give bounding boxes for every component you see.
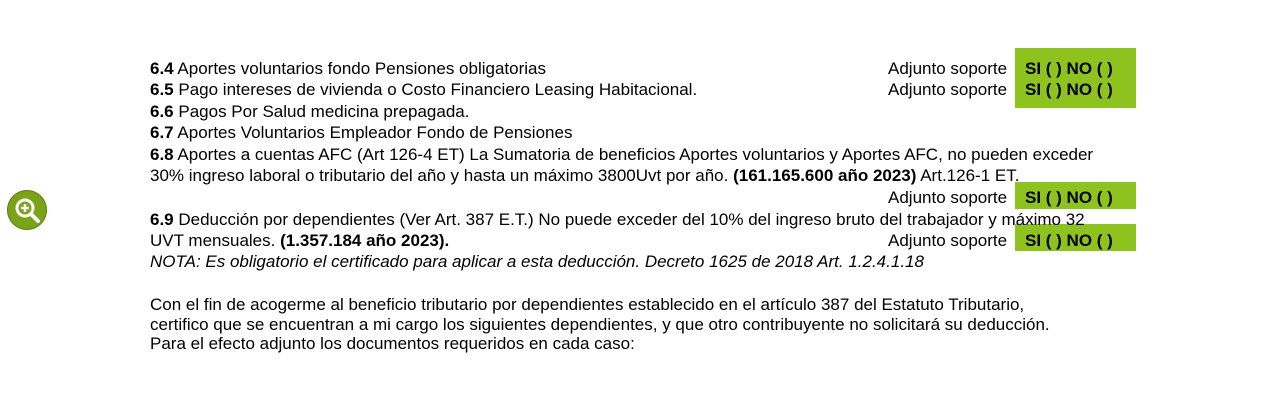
item-6-5: 6.5 Pago intereses de vivienda o Costo Financiero Leasing Habitacional. xyxy=(150,80,698,99)
attach-label: Adjunto soporte xyxy=(888,59,1008,78)
item-6-9-line2: UVT mensuales. (1.357.184 año 2023). xyxy=(150,231,450,250)
zoom-in-icon xyxy=(7,190,47,230)
si-no-checkbox[interactable]: SI ( ) NO ( ) xyxy=(1025,188,1113,207)
item-6-7: 6.7 Aportes Voluntarios Empleador Fondo de Pensiones xyxy=(150,123,573,142)
attach-label: Adjunto soporte xyxy=(888,80,1008,99)
item-6-9: 6.9 Deducción por dependientes (Ver Art. 387 E.T.) No puede exceder del 10% del ingreso bruto del trabajador y máximo 32 xyxy=(150,210,1085,229)
si-no-checkbox[interactable]: SI ( ) NO ( ) xyxy=(1025,80,1113,99)
paragraph-line: Para el efecto adjunto los documentos requeridos en cada caso: xyxy=(150,334,635,353)
item-6-8: 6.8 Aportes a cuentas AFC (Art 126-4 ET) La Sumatoria de beneficios Aportes voluntarios y Aportes AFC, no pueden exceder xyxy=(150,145,1094,164)
item-6-6: 6.6 Pagos Por Salud medicina prepagada. xyxy=(150,102,470,121)
item-6-4: 6.4 Aportes voluntarios fondo Pensiones obligatorias xyxy=(150,59,546,78)
attach-label: Adjunto soporte xyxy=(888,231,1008,250)
item-6-8-line2: 30% ingreso laboral o tributario del año y hasta un máximo 3800Uvt por año. (161.165.600 año 2023) Art.126-1 ET. xyxy=(150,166,1020,185)
si-no-checkbox[interactable]: SI ( ) NO ( ) xyxy=(1025,59,1113,78)
paragraph-line: Con el fin de acogerme al beneficio tributario por dependientes establecido en el artículo 387 del Estatuto Tributario, xyxy=(150,295,1025,314)
nota: NOTA: Es obligatorio el certificado para aplicar a esta deducción. Decreto 1625 de 2018 Art. 1.2.4.1.18 xyxy=(150,252,924,271)
si-no-checkbox[interactable]: SI ( ) NO ( ) xyxy=(1025,231,1113,250)
attach-label: Adjunto soporte xyxy=(888,188,1008,207)
zoom-in-button[interactable] xyxy=(7,190,47,230)
paragraph-line: certifico que se encuentran a mi cargo los siguientes dependientes, y que otro contribuyente no solicitará su deducción. xyxy=(150,315,1050,334)
